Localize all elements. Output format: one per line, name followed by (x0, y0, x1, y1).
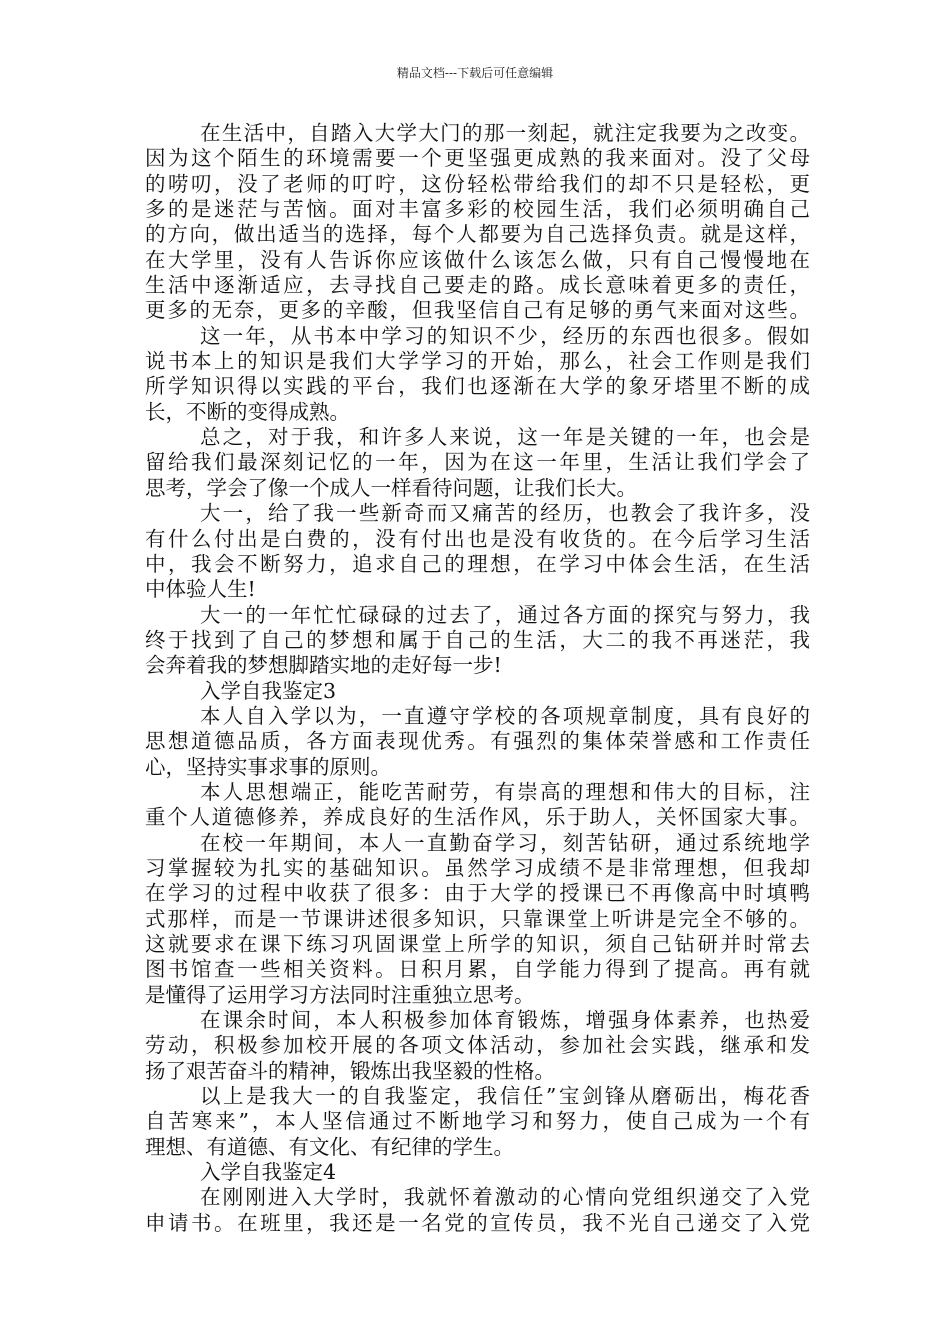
text-line: 总之，对于我，和许多人来说，这一年是关键的一年，也会是 (200, 425, 810, 450)
text-line: 本人自入学以为，一直遵守学校的各项规章制度，具有良好的 (200, 703, 810, 728)
text-line: 心，坚持实事求事的原则。 (145, 754, 391, 779)
text-line: 劳动，积极参加校开展的各项文体活动，参加社会实践，继承和发 (145, 1033, 810, 1058)
text-line: 这一年，从书本中学习的知识不少，经历的东西也很多。假如 (200, 323, 810, 348)
text-line: 式那样，而是一节课讲述很多知识，只靠课堂上听讲是完全不够的。 (145, 906, 810, 931)
text-line: 有什么付出是白费的，没有付出也是没有收货的。在今后学习生活 (145, 526, 810, 551)
text-line: 中，我会不断努力，追求自己的理想，在学习中体会生活，在生活 (145, 551, 810, 576)
text-line: 在刚刚进入大学时，我就怀着激动的心情向党组织递交了入党 (200, 1185, 810, 1210)
text-line: 思想道德品质，各方面表现优秀。有强烈的集体荣誉感和工作责任 (145, 729, 810, 754)
text-line: 在大学里，没有人告诉你应该做什么该怎么做，只有自己慢慢地在 (145, 247, 810, 272)
text-line: 大一的一年忙忙碌碌的过去了，通过各方面的探究与努力，我 (200, 602, 810, 627)
text-line: 长，不断的变得成熟。 (145, 399, 350, 424)
text-line: 说书本上的知识是我们大学学习的开始，那么，社会工作则是我们 (145, 349, 810, 374)
text-line: 在校一年期间，本人一直勤奋学习，刻苦钻研，通过系统地学 (200, 830, 810, 855)
text-line: 留给我们最深刻记忆的一年，因为在这一年里，生活让我们学会了 (145, 450, 810, 475)
section-heading: 入学自我鉴定3 (200, 678, 337, 703)
text-line: 更多的无奈，更多的辛酸，但我坚信自己有足够的勇气来面对这些。 (145, 298, 810, 323)
document-body (145, 121, 810, 1236)
text-line: 多的是迷茫与苦恼。面对丰富多彩的校园生活，我们必须明确自己 (145, 197, 810, 222)
text-line: 重个人道德修养，养成良好的生活作风，乐于助人，关怀国家大事。 (145, 805, 810, 830)
text-line: 以上是我大一的自我鉴定，我信任”宝剑锋从磨砺出，梅花香 (200, 1084, 810, 1109)
text-line: 在生活中，自踏入大学大门的那一刻起，就注定我要为之改变。 (200, 121, 810, 145)
page-header: 精品文档---下载后可任意编辑 (396, 66, 554, 80)
text-line: 因为这个陌生的环境需要一个更坚强更成熟的我来面对。没了父母 (145, 146, 810, 171)
text-line: 这就要求在课下练习巩固课堂上所学的知识，须自己钻研并时常去 (145, 932, 810, 956)
text-line: 扬了艰苦奋斗的精神，锻炼出我坚毅的性格。 (145, 1058, 555, 1083)
text-line: 本人思想端正，能吃苦耐劳，有崇高的理想和伟大的目标，注 (200, 779, 810, 804)
text-line: 的方向，做出适当的选择，每个人都要为自己选择负责。就是这样， (145, 222, 810, 247)
text-line: 大一，给了我一些新奇而又痛苦的经历，也教会了我许多，没 (200, 501, 810, 526)
text-line: 中体验人生! (145, 577, 256, 602)
section-heading: 入学自我鉴定4 (200, 1160, 337, 1185)
text-line: 在课余时间，本人积极参加体育锻炼，增强身体素养，也热爱 (200, 1008, 810, 1033)
text-line: 在学习的过程中收获了很多：由于大学的授课已不再像高中时填鸭 (145, 881, 810, 906)
text-line: 申请书。在班里，我还是一名党的宣传员，我不光自己递交了入党 (145, 1210, 810, 1235)
text-line: 自苦寒来”，本人坚信通过不断地学习和努力，使自己成为一个有 (145, 1109, 810, 1134)
text-line: 是懂得了运用学习方法同时注重独立思考。 (145, 982, 535, 1007)
text-line: 习掌握较为扎实的基础知识。虽然学习成绩不是非常理想，但我却 (145, 855, 810, 880)
text-line: 的唠叨，没了老师的叮咛，这份轻松带给我们的却不只是轻松，更 (145, 171, 810, 196)
text-line: 理想、有道德、有文化、有纪律的学生。 (145, 1134, 514, 1159)
text-line: 终于找到了自己的梦想和属于自己的生活，大二的我不再迷茫，我 (145, 627, 810, 652)
text-line: 思考，学会了像一个成人一样看待问题，让我们长大。 (145, 475, 637, 500)
text-line: 会奔着我的梦想脚踏实地的走好每一步! (145, 653, 502, 678)
text-line: 所学知识得以实践的平台，我们也逐渐在大学的象牙塔里不断的成 (145, 374, 810, 399)
text-line: 生活中逐渐适应，去寻找自己要走的路。成长意味着更多的责任， (145, 273, 810, 298)
text-line: 图书馆查一些相关资料。日积月累，自学能力得到了提高。再有就 (145, 957, 810, 982)
